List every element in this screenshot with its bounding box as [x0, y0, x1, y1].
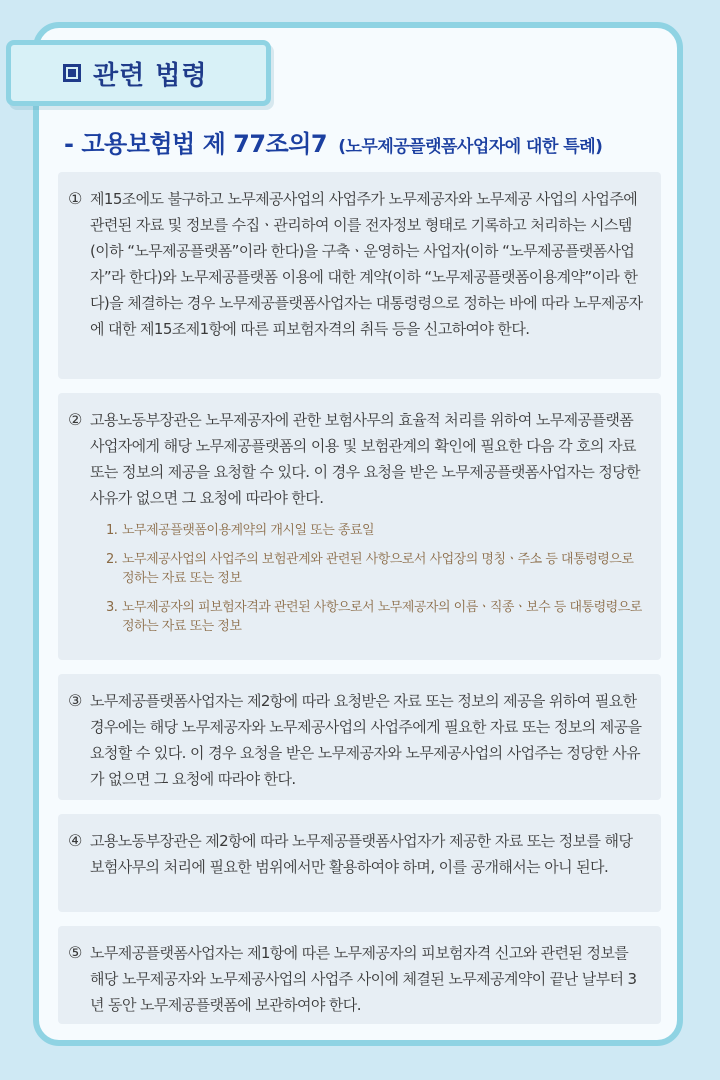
item-list — [106, 521, 643, 636]
section-title: 관련 법령 — [93, 60, 208, 91]
item-text: 노무제공자의 피보험자격과 관련된 사항으로서 노무제공자의 이름ㆍ직종ㆍ보수 등 대통령령으로 정하는 자료 또는 정보 — [122, 600, 642, 634]
law-article-title: - 고용보험법 제 77조의7 — [64, 130, 328, 158]
paragraph-text: 고용노동부장관은 노무제공자에 관한 보험사무의 효율적 처리를 위하여 노무제공플랫폼사업자에게 해당 노무제공플랫폼의 이용 및 보험관계의 확인에 필요한 다음 각 호의 자료 또는 정보의 제공을 요청할 수 있다. 이 경우 요청을 받은 노무제공플랫폼사업자는 정당한 사유가 없으면 그 요청에 따라야 한다. — [90, 411, 641, 507]
paragraph-number: ④ — [68, 831, 82, 850]
paragraph-box-4 — [58, 814, 661, 912]
list-item — [106, 550, 643, 588]
paragraph — [68, 186, 643, 342]
item-number: 3. — [106, 600, 118, 615]
paragraph-number: ⑤ — [68, 943, 82, 962]
law-heading — [64, 124, 664, 159]
paragraph — [68, 940, 643, 1018]
paragraph — [68, 688, 643, 792]
paragraph — [68, 828, 643, 880]
paragraph-box-1 — [58, 172, 661, 379]
list-item — [106, 521, 643, 540]
paragraph-text: 노무제공플랫폼사업자는 제2항에 따라 요청받은 자료 또는 정보의 제공을 위하여 필요한 경우에는 해당 노무제공자와 노무제공사업의 사업주에게 필요한 자료 또는 정보의 제공을 요청할 수 있다. 이 경우 요청을 받은 노무제공자와 노무제공사업의 사업주는 정당한 사유가 없으면 그 요청에 따라야 한다. — [90, 692, 642, 788]
paragraph-number: ① — [68, 189, 82, 208]
paragraph-box-5 — [58, 926, 661, 1024]
paragraph — [68, 407, 643, 511]
item-number: 2. — [106, 552, 118, 567]
section-title-tab — [6, 40, 271, 106]
paragraph-box-2 — [58, 393, 661, 660]
list-item — [106, 598, 643, 636]
paragraph-text: 제15조에도 불구하고 노무제공사업의 사업주가 노무제공자와 노무제공 사업의 사업주에 관련된 자료 및 정보를 수집ㆍ관리하여 이를 전자정보 형태로 기록하고 처리하는 시스템(이하 “노무제공플랫폼”이라 한다)을 구축ㆍ운영하는 사업자(이하 “노무제공플랫폼사업자”라 한다)와 노무제공플랫폼 이용에 대한 계약(이하 “노무제공플랫폼이용계약”이라 한다)을 체결하는 경우 노무제공플랫폼사업자는 대통령령으로 정하는 바에 따라 노무제공자에 대한 제15조제1항에 따른 피보험자격의 취득 등을 신고하여야 한다. — [90, 190, 643, 338]
square-bullet-icon — [63, 64, 81, 82]
law-article-subtitle: (노무제공플랫폼사업자에 대한 특례) — [338, 137, 603, 157]
paragraph-text: 노무제공플랫폼사업자는 제1항에 따른 노무제공자의 피보험자격 신고와 관련된 정보를 해당 노무제공자와 노무제공사업의 사업주 사이에 체결된 노무제공계약이 끝난 날부터 3년 동안 노무제공플랫폼에 보관하여야 한다. — [90, 944, 637, 1014]
item-number: 1. — [106, 523, 118, 538]
item-text: 노무제공플랫폼이용계약의 개시일 또는 종료일 — [122, 523, 375, 538]
item-text: 노무제공사업의 사업주의 보험관계와 관련된 사항으로서 사업장의 명칭ㆍ주소 등 대통령령으로 정하는 자료 또는 정보 — [122, 552, 634, 586]
paragraph-text: 고용노동부장관은 제2항에 따라 노무제공플랫폼사업자가 제공한 자료 또는 정보를 해당 보험사무의 처리에 필요한 범위에서만 활용하여야 하며, 이를 공개해서는 아니 된다. — [90, 832, 633, 876]
paragraph-number: ③ — [68, 691, 82, 710]
paragraph-box-3 — [58, 674, 661, 800]
paragraph-number: ② — [68, 410, 82, 429]
